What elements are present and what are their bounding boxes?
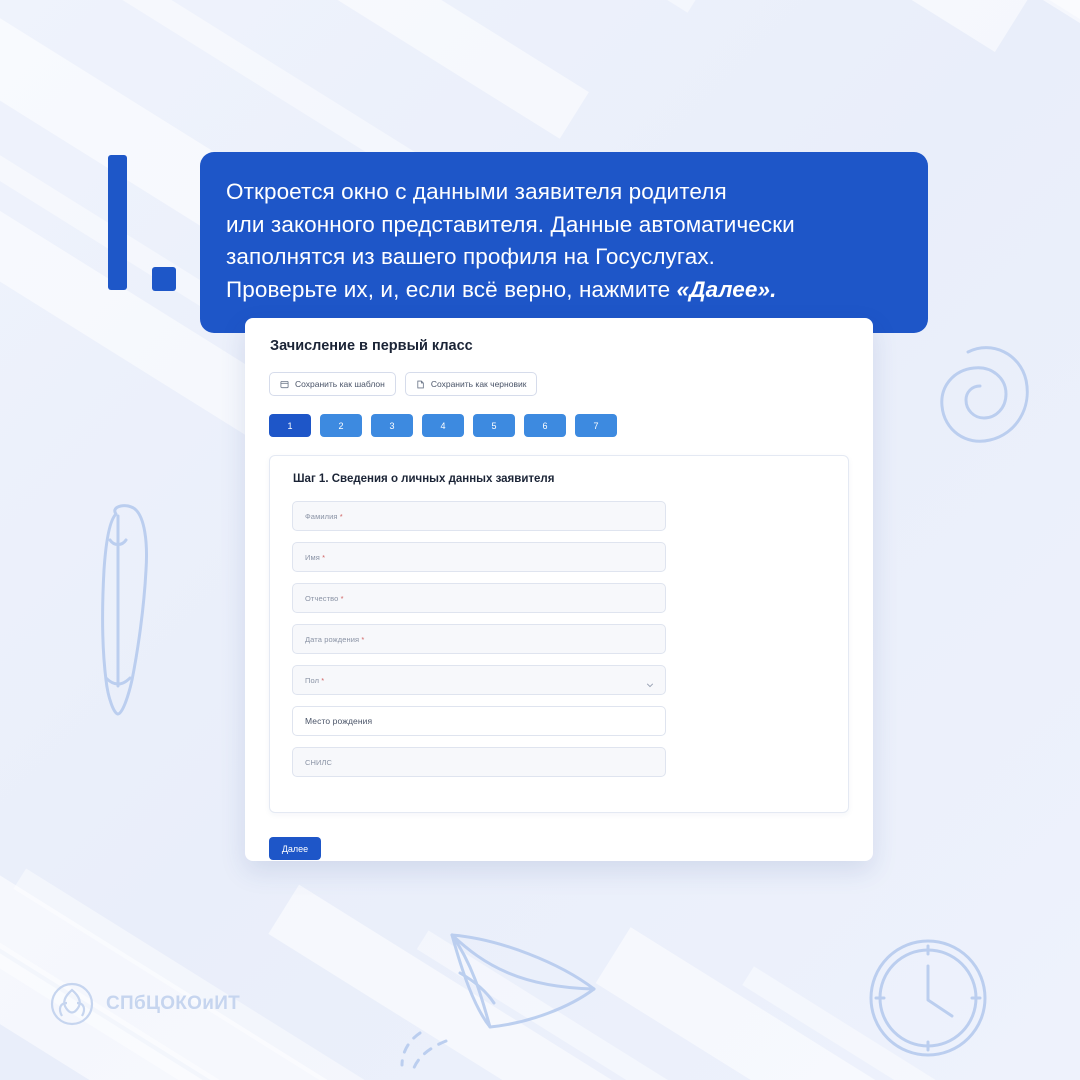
draft-icon <box>416 380 425 389</box>
paperclip-doodle <box>930 338 1040 453</box>
gender-label: Пол <box>305 675 320 685</box>
chevron-down-icon <box>646 676 654 684</box>
required-marker: * <box>340 593 344 603</box>
application-window <box>245 318 873 861</box>
save-as-template-label: Сохранить как шаблон <box>295 379 385 389</box>
gender-select[interactable] <box>292 665 666 695</box>
bg-stripe <box>667 0 1080 115</box>
logo-text: СПбЦОКОиИТ <box>106 993 241 1014</box>
form-actions <box>269 372 849 396</box>
patronymic-label: Отчество <box>305 593 339 603</box>
paper-plane-doodle <box>390 915 620 1080</box>
firstname-label: Имя <box>305 552 320 562</box>
birthplace-field[interactable] <box>292 706 666 736</box>
step-navigation <box>269 414 849 437</box>
save-as-draft-label: Сохранить как черновик <box>430 379 527 389</box>
clock-doodle <box>860 930 1000 1070</box>
required-marker: * <box>339 511 343 521</box>
callout-line-2: или законного представителя. Данные автоматически <box>226 211 795 237</box>
step-button-5[interactable]: 5 <box>473 414 515 437</box>
marker-bar <box>108 155 127 290</box>
instruction-callout <box>200 152 928 333</box>
step-panel <box>269 455 849 813</box>
page-title: Зачисление в первый класс <box>270 338 473 354</box>
surname-field[interactable] <box>292 501 666 531</box>
save-as-template-button[interactable] <box>269 372 396 396</box>
required-marker: * <box>321 675 325 685</box>
step-button-7[interactable]: 7 <box>575 414 617 437</box>
required-marker: * <box>361 634 365 644</box>
callout-line-1: Откроется окно с данными заявителя родителя <box>226 179 727 204</box>
snils-field[interactable] <box>292 747 666 777</box>
save-as-draft-button[interactable] <box>405 372 538 396</box>
step-button-4[interactable]: 4 <box>422 414 464 437</box>
firstname-field[interactable] <box>292 542 666 572</box>
callout-line-3: заполнятся из вашего профиля на Госуслугах. <box>226 244 716 270</box>
template-icon <box>280 380 289 389</box>
bg-stripe <box>596 927 1080 1080</box>
marker-dot <box>152 267 176 291</box>
birthdate-label: Дата рождения <box>305 634 360 644</box>
step-button-6[interactable]: 6 <box>524 414 566 437</box>
step-button-2[interactable]: 2 <box>320 414 362 437</box>
pencil-doodle <box>92 500 172 730</box>
step-button-3[interactable]: 3 <box>371 414 413 437</box>
next-button[interactable]: Далее <box>269 837 321 860</box>
patronymic-field[interactable] <box>292 583 666 613</box>
callout-line-4-prefix: Проверьте их, и, если всё верно, нажмите <box>226 276 677 302</box>
trefoil-logo-icon <box>48 980 96 1028</box>
surname-label: Фамилия <box>305 511 338 521</box>
birthplace-value: Место рождения <box>305 716 373 726</box>
callout-line-4 <box>226 274 898 307</box>
step-number-marker <box>108 155 178 295</box>
birthdate-field[interactable] <box>292 624 666 654</box>
callout-line-4-emphasis: «Далее». <box>676 276 777 302</box>
bg-stripe <box>435 0 1029 52</box>
snils-label: СНИЛС <box>305 757 333 767</box>
required-marker: * <box>322 552 326 562</box>
step-button-1[interactable]: 1 <box>269 414 311 437</box>
bg-stripe <box>791 0 1080 108</box>
step-panel-title: Шаг 1. Сведения о личных данных заявителя <box>293 473 555 485</box>
organization-logo <box>48 980 240 1028</box>
